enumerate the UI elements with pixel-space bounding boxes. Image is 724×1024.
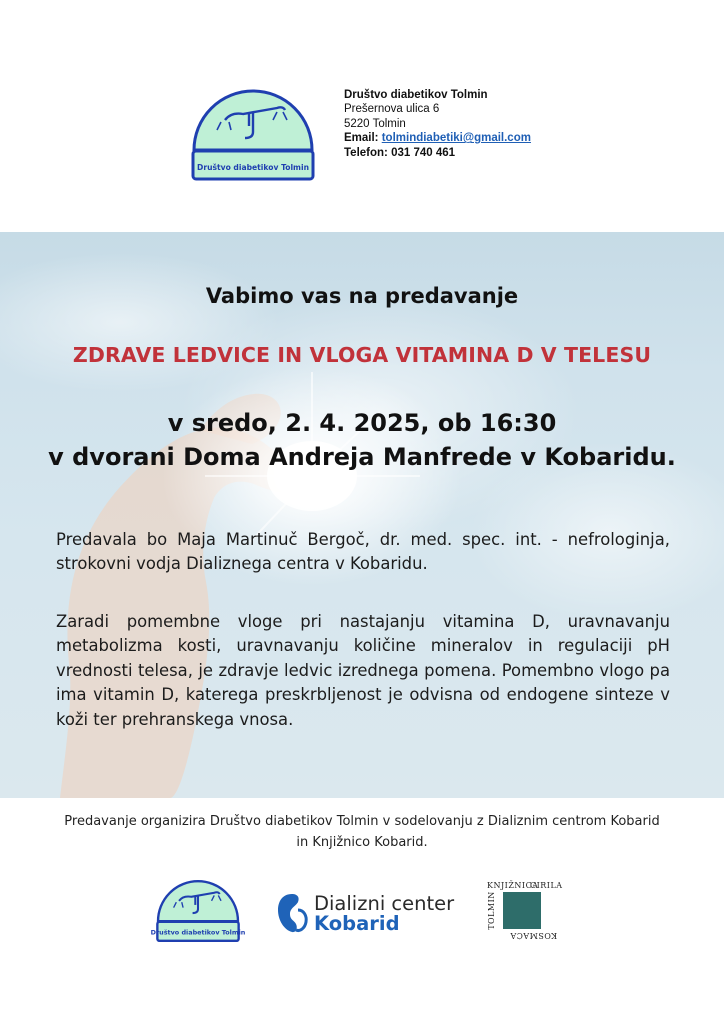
organizer-line-2: in Knjižnico Kobarid.	[296, 835, 428, 850]
event-date: v sredo, 2. 4. 2025, ob 16:30	[167, 409, 557, 437]
library-text-top-left: KNJIŽNICA	[487, 881, 539, 890]
dialysis-center-town: Kobarid	[314, 912, 400, 935]
event-venue: v dvorani Doma Andreja Manfrede v Kobaridu.	[48, 443, 676, 471]
org-street: Prešernova ulica 6	[344, 103, 440, 116]
event-details	[0, 406, 724, 474]
invite-heading: Vabimo vas na predavanje	[205, 284, 519, 308]
logo-caption-small: Društvo diabetikov Tolmin	[150, 928, 246, 937]
description-paragraph: Zaradi pomembne vloge pri nastajanju vitamina D, uravnavanju metabolizma kosti, uravnavanju količine mineralov in regulaciji pH vrednosti telesa, je zdravje ledvic izrednega pomena. Pomembno vlogo pa ima vitamin D, katerega preskrbljenost je odvisna od endogene sinteze v koži ter prehranskega vnosa.	[56, 612, 670, 729]
org-city: 5220 Tolmin	[344, 117, 406, 130]
email-link[interactable]: tolmindiabetiki@gmail.com	[381, 132, 531, 145]
dialysis-center-logo	[276, 892, 456, 938]
lecture-title: ZDRAVE LEDVICE IN VLOGA VITAMINA D V TELESU	[72, 343, 652, 367]
diabetes-society-logo	[191, 86, 315, 181]
email-label: Email:	[344, 132, 379, 145]
logo-caption: Društvo diabetikov Tolmin	[197, 163, 309, 172]
diabetes-society-logo-small	[150, 877, 246, 943]
library-text-bottom: KOSMAČA	[510, 931, 558, 940]
phone-label: Telefon:	[344, 146, 388, 159]
org-name: Društvo diabetikov Tolmin	[344, 89, 488, 101]
speaker-paragraph: Predavala bo Maja Martinuč Bergoč, dr. med. spec. int. - nefrologinja, strokovni vodja Dializnega centra v Kobaridu.	[56, 530, 670, 574]
library-text-side: TOLMIN	[486, 891, 496, 930]
organizer-line-1: Predavanje organizira Društvo diabetikov Tolmin v sodelovanju z Dializnim centrom Kobarid	[64, 814, 660, 829]
contact-block	[344, 88, 531, 160]
dialysis-center-name: Dializni center	[314, 892, 455, 915]
library-logo-square	[503, 892, 541, 929]
kidney-icon	[276, 892, 308, 934]
library-text-top-right: CIRILA	[530, 881, 563, 890]
phone-number: 031 740 461	[391, 146, 456, 159]
library-logo	[486, 880, 563, 944]
hero-section	[0, 232, 724, 798]
organizer-note	[0, 811, 724, 853]
